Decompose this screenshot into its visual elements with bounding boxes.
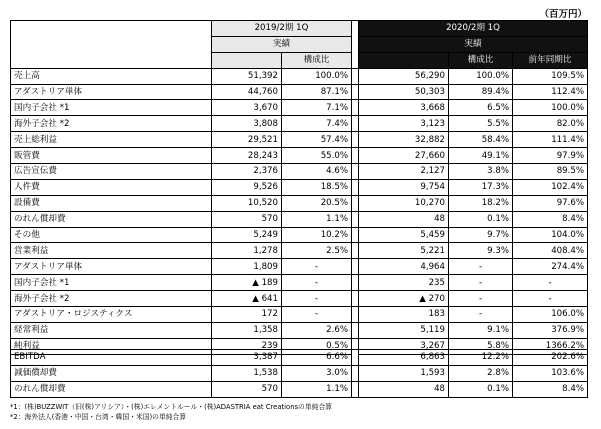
actual-2019: 3,670 [212,100,282,116]
column-gap [352,195,359,211]
ratio-2020: - [449,291,513,307]
actual-2020: 4,964 [359,259,449,275]
yoy-ratio: 103.6% [513,365,588,381]
table-row [11,243,588,259]
yoy-ratio: 89.5% [513,164,588,180]
row-label: 経常利益 [11,322,212,338]
column-gap [352,307,359,323]
ratio-2020: 100.0% [449,68,513,84]
yoy-ratio: 102.4% [513,179,588,195]
column-gap [352,179,359,195]
column-gap [352,350,359,366]
actual-2019: 2,376 [212,164,282,180]
table-row [11,291,588,307]
column-gap [352,132,359,148]
actual-2020: 5,119 [359,322,449,338]
yoy-ratio: 8.4% [513,381,588,397]
ratio-2020: 0.1% [449,211,513,227]
yoy-ratio: 82.0% [513,116,588,132]
actual-2019: 29,521 [212,132,282,148]
actual-2020: 48 [359,211,449,227]
ratio-2019: - [282,291,352,307]
actual-2020: 48 [359,381,449,397]
table-row [11,275,588,291]
ratio-2019: 6.6% [282,350,352,366]
column-gap [352,381,359,397]
yoy-ratio: 274.4% [513,259,588,275]
actual-2019: 5,249 [212,227,282,243]
row-label: 売上高 [11,68,212,84]
table-row [11,365,588,381]
ratio-2019: 7.4% [282,116,352,132]
row-label: 国内子会社 *1 [11,100,212,116]
ratio-2019: 10.2% [282,227,352,243]
table-body [11,68,588,354]
actual-2020: 6,863 [359,350,449,366]
yoy-ratio: 109.5% [513,68,588,84]
ratio-2019: 1.1% [282,381,352,397]
yoy-ratio: 97.9% [513,148,588,164]
actual-2020: 183 [359,307,449,323]
yoy-ratio: 104.0% [513,227,588,243]
ratio-2019: 2.6% [282,322,352,338]
row-label: 売上総利益 [11,132,212,148]
ratio-2020: - [449,307,513,323]
ratio-2020: 58.4% [449,132,513,148]
actual-2019: 10,520 [212,195,282,211]
yoy-ratio: 1366.2% [513,338,588,354]
ratio-2020: 9.7% [449,227,513,243]
ratio-2020: 49.1% [449,148,513,164]
ratio-2020: 18.2% [449,195,513,211]
footnotes [10,402,332,422]
actual-2019: 570 [212,381,282,397]
header-corner [11,21,212,69]
actual-2019: 51,392 [212,68,282,84]
header-row-periods [11,21,588,37]
actual-2020: 2,127 [359,164,449,180]
column-gap [352,84,359,100]
row-label: 海外子会社 *2 [11,116,212,132]
column-gap [352,259,359,275]
ratio-2019: 7.1% [282,100,352,116]
row-label: のれん償却費 [11,211,212,227]
table-row [11,148,588,164]
yoy-ratio: 8.4% [513,211,588,227]
actual-2020: 27,660 [359,148,449,164]
row-label: 減価償却費 [11,365,212,381]
ratio-2020: 2.8% [449,365,513,381]
actual-2019: 570 [212,211,282,227]
ratio-2020: 0.1% [449,381,513,397]
ratio-2019: 20.5% [282,195,352,211]
ratio-2019: - [282,307,352,323]
row-label: 販管費 [11,148,212,164]
ratio-2019: 100.0% [282,68,352,84]
row-label: 広告宣伝費 [11,164,212,180]
table-row [11,322,588,338]
table-row [11,132,588,148]
column-gap [352,211,359,227]
actual-2019: 3,387 [212,350,282,366]
actual-2019: 1,278 [212,243,282,259]
ratio-2019: 3.0% [282,365,352,381]
row-label: EBITDA [11,350,212,366]
actual-2020: 10,270 [359,195,449,211]
column-gap [352,322,359,338]
header-actual-2019-value [212,52,282,68]
table-row [11,116,588,132]
column-gap [352,275,359,291]
ratio-2019: 55.0% [282,148,352,164]
column-gap [352,291,359,307]
ratio-2020: 89.4% [449,84,513,100]
actual-2020: 3,267 [359,338,449,354]
header-actual-2019: 実績 [212,36,352,52]
yoy-ratio: 112.4% [513,84,588,100]
table-row [11,350,588,366]
ratio-2019: - [282,259,352,275]
actual-2020: 1,593 [359,365,449,381]
actual-2020: 56,290 [359,68,449,84]
actual-2019: 1,538 [212,365,282,381]
row-label: 営業利益 [11,243,212,259]
row-label: 設備費 [11,195,212,211]
row-label: アダストリア単体 [11,259,212,275]
unit-label: （百万円） [539,9,587,20]
column-gap [352,68,359,84]
row-label: 国内子会社 *1 [11,275,212,291]
ratio-2019: - [282,275,352,291]
table-row [11,259,588,275]
row-label: その他 [11,227,212,243]
row-label: のれん償却費 [11,381,212,397]
ratio-2020: - [449,275,513,291]
ratio-2019: 4.6% [282,164,352,180]
actual-2019: 9,526 [212,179,282,195]
actual-2020: 3,668 [359,100,449,116]
actual-2019: 172 [212,307,282,323]
table-row [11,227,588,243]
ratio-2020: 9.1% [449,322,513,338]
row-label: アダストリア単体 [11,84,212,100]
column-gap [352,148,359,164]
actual-2019: ▲ 641 [212,291,282,307]
ratio-2020: 12.2% [449,350,513,366]
column-gap [352,116,359,132]
actual-2020: 50,303 [359,84,449,100]
actual-2019: 1,809 [212,259,282,275]
actual-2019: ▲ 189 [212,275,282,291]
ratio-2019: 87.1% [282,84,352,100]
column-gap [352,365,359,381]
footnote-1: *1：(株)BUZZWIT（旧(株)アリシア）・(株)エレメントルール・(株)ADASTRIA eat Creationsの単純合算 [10,403,333,411]
header-actual-2020-value [359,52,449,68]
header-ratio-2020: 構成比 [449,52,513,68]
actual-2020: 5,459 [359,227,449,243]
ebitda-table [10,349,588,398]
table-row [11,68,588,84]
ratio-2020: - [449,259,513,275]
ratio-2020: 5.5% [449,116,513,132]
yoy-ratio: 97.6% [513,195,588,211]
column-gap [352,243,359,259]
table-row [11,84,588,100]
ratio-2020: 17.3% [449,179,513,195]
column-gap [352,100,359,116]
table-row [11,164,588,180]
header-actual-2020: 実績 [359,36,588,52]
column-gap [352,21,359,69]
actual-2019: 44,760 [212,84,282,100]
ebitda-body [11,350,588,398]
yoy-ratio: - [513,291,588,307]
yoy-ratio: 376.9% [513,322,588,338]
header-period-2019: 2019/2期 1Q [212,21,352,37]
actual-2020: ▲ 270 [359,291,449,307]
yoy-ratio: 202.6% [513,350,588,366]
actual-2020: 9,754 [359,179,449,195]
header-yoy: 前年同期比 [513,52,588,68]
footnote-2: *2：海外法人(香港・中国・台湾・韓国・米国)の単純合算 [10,413,187,421]
table-row [11,100,588,116]
actual-2020: 32,882 [359,132,449,148]
yoy-ratio: 111.4% [513,132,588,148]
row-label: 人件費 [11,179,212,195]
ratio-2019: 57.4% [282,132,352,148]
actual-2019: 28,243 [212,148,282,164]
ratio-2019: 18.5% [282,179,352,195]
financial-table [10,20,588,355]
row-label: 海外子会社 *2 [11,291,212,307]
actual-2020: 3,123 [359,116,449,132]
actual-2019: 1,358 [212,322,282,338]
yoy-ratio: 408.4% [513,243,588,259]
yoy-ratio: 106.0% [513,307,588,323]
actual-2019: 239 [212,338,282,354]
yoy-ratio: 100.0% [513,100,588,116]
actual-2020: 235 [359,275,449,291]
table-row [11,211,588,227]
header-ratio-2019: 構成比 [282,52,352,68]
ratio-2020: 3.8% [449,164,513,180]
ratio-2020: 9.3% [449,243,513,259]
ratio-2019: 0.5% [282,338,352,354]
ratio-2020: 5.8% [449,338,513,354]
yoy-ratio: - [513,275,588,291]
header-period-2020: 2020/2期 1Q [359,21,588,37]
row-label: 純利益 [11,338,212,354]
table-row [11,381,588,397]
row-label: アダストリア・ロジスティクス [11,307,212,323]
ratio-2019: 2.5% [282,243,352,259]
actual-2020: 5,221 [359,243,449,259]
column-gap [352,227,359,243]
table-row [11,307,588,323]
ratio-2019: 1.1% [282,211,352,227]
table-row [11,179,588,195]
column-gap [352,164,359,180]
actual-2019: 3,808 [212,116,282,132]
table-row [11,195,588,211]
ratio-2020: 6.5% [449,100,513,116]
